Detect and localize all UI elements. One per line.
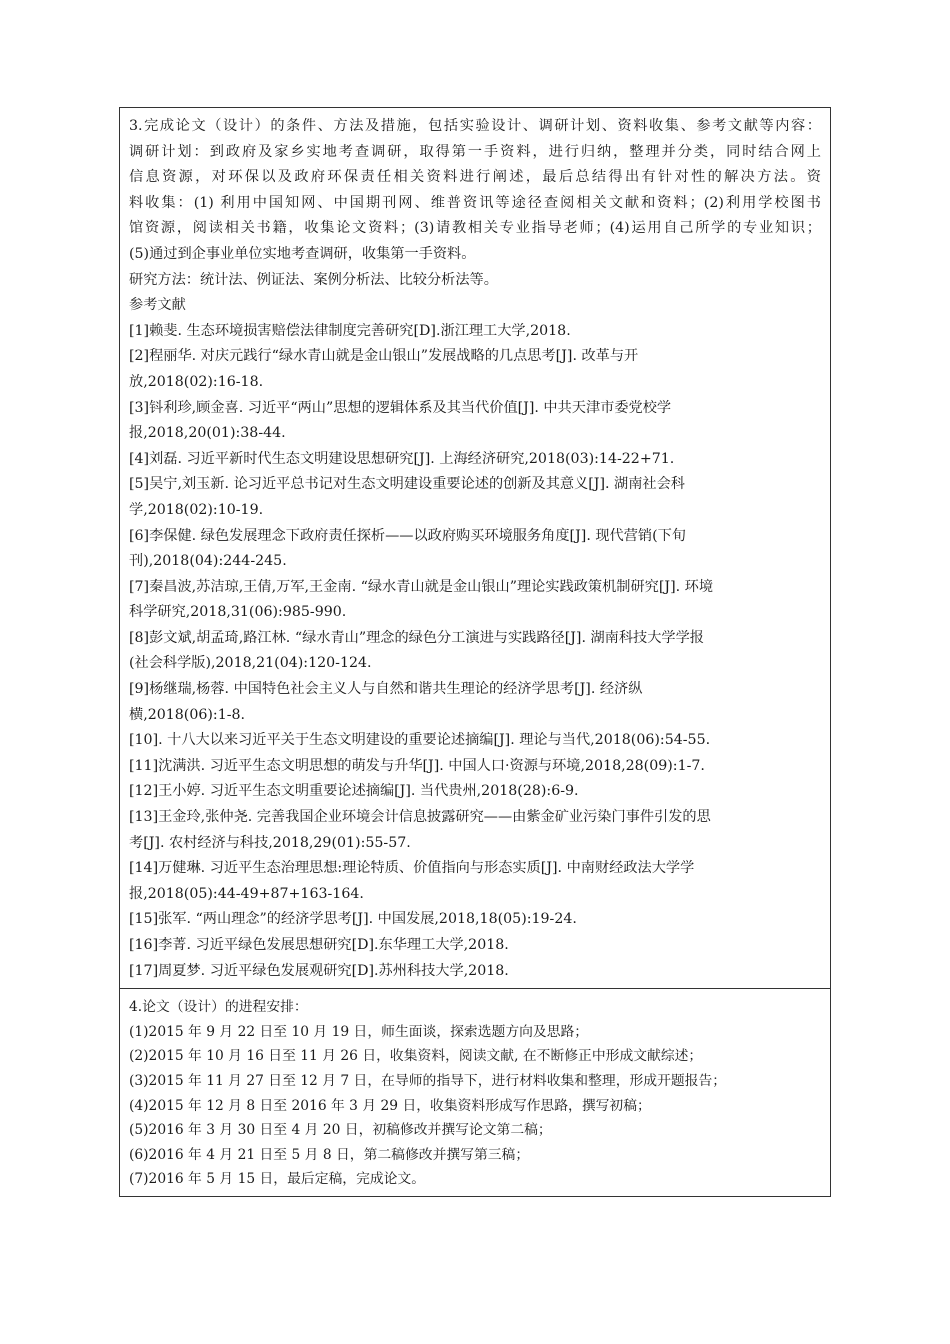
section3-line: [3]钭利珍,顾金喜. 习近平“两山”思想的逻辑体系及其当代价值[J]. 中共天津市委党校学 <box>129 399 672 416</box>
section3-line: (社会科学版),2018,21(04):120-124. <box>129 655 372 672</box>
section3-line: (5)通过到企事业单位实地考查调研，收集第一手资料。 <box>129 245 476 262</box>
section3-line: 调研计划：到政府及家乡实地考查调研，取得第一手资料，进行归纳，整理并分类，同时结合网上 <box>129 143 821 160</box>
section4-line: (2)2015 年 10 月 16 日至 11 月 26 日，收集资料，阅读文献, 在不断修正中形成文献综述； <box>129 1048 703 1065</box>
section3-line: [11]沈满洪. 习近平生态文明思想的萌发与升华[J]. 中国人口·资源与环境,2018,28(09):1-7. <box>129 757 705 774</box>
section3-line: 刊),2018(04):244-245. <box>129 553 287 570</box>
section3-line: [9]杨继瑞,杨蓉. 中国特色社会主义人与自然和谐共生理论的经济学思考[J]. 经济纵 <box>129 681 643 698</box>
section3-line: 报,2018,20(01):38-44. <box>129 425 286 442</box>
section3-line: [2]程丽华. 对庆元践行“绿水青山就是金山银山”发展战略的几点思考[J]. 改革与开 <box>129 348 639 365</box>
section3-line: [8]彭文斌,胡孟琦,路江林. “绿水青山”理念的绿色分工演进与实践路径[J]. 湖南科技大学学报 <box>129 629 704 646</box>
section3-line: 信息资源，对环保以及政府环保责任相关资料进行阐述，最后总结得出有针对性的解决方法。资 <box>129 169 821 186</box>
section3-line: 报,2018(05):44-49+87+163-164. <box>129 885 364 902</box>
section4-line: (7)2016 年 5 月 15 日，最后定稿，完成论文。 <box>129 1171 426 1188</box>
section3-line: [13]王金玲,张仲尧. 完善我国企业环境会计信息披露研究——由紫金矿业污染门事件引发的思 <box>129 809 711 826</box>
section3-line: 馆资源，阅读相关书籍，收集论文资料；(3)请教相关专业指导老师；(4)运用自己所学的专业知识； <box>129 220 821 237</box>
section3-line: [10]. 十八大以来习近平关于生态文明建设的重要论述摘编[J]. 理论与当代,2018(06):54-55. <box>129 732 711 749</box>
section3-line: 学,2018(02):10-19. <box>129 501 264 518</box>
section3-line: [5]吴宁,刘玉新. 论习近平总书记对生态文明建设重要论述的创新及其意义[J]. 湖南社会科 <box>129 476 685 493</box>
section3-line: 研究方法：统计法、例证法、案例分析法、比较分析法等。 <box>129 271 498 288</box>
section3-line: [1]赖斐. 生态环境损害赔偿法律制度完善研究[D].浙江理工大学,2018. <box>129 322 571 339</box>
section4-line: (6)2016 年 4 月 21 日至 5 月 8 日，第二稿修改并撰写第三稿； <box>129 1146 530 1163</box>
section4-line: (5)2016 年 3 月 30 日至 4 月 20 日，初稿修改并撰写论文第二稿； <box>129 1122 552 1139</box>
section4-line: 4.论文（设计）的进程安排： <box>129 999 308 1016</box>
section3-line: [6]李保健. 绿色发展理念下政府责任探析——以政府购买环境服务角度[J]. 现代营销(下旬 <box>129 527 686 544</box>
section3-line: 考[J]. 农村经济与科技,2018,29(01):55-57. <box>129 834 411 851</box>
plan-table <box>119 107 831 1197</box>
section3-line: [15]张军. “两山理念”的经济学思考[J]. 中国发展,2018,18(05):19-24. <box>129 911 577 928</box>
section3-line: 放,2018(02):16-18. <box>129 373 264 390</box>
section3-line: 料收集：(1) 利用中国知网、中国期刊网、维普资讯等途径查阅相关文献和资料；(2)利用学校图书 <box>129 194 821 211</box>
methods-and-references-cell <box>120 108 830 988</box>
section3-line: 参考文献 <box>129 297 186 314</box>
section3-line: [4]刘磊. 习近平新时代生态文明建设思想研究[J]. 上海经济研究,2018(03):14-22+71. <box>129 450 675 467</box>
section3-line: [17]周夏梦. 习近平绿色发展观研究[D].苏州科技大学,2018. <box>129 962 509 979</box>
section3-line: 科学研究,2018,31(06):985-990. <box>129 604 347 621</box>
section4-line: (4)2015 年 12 月 8 日至 2016 年 3 月 29 日，收集资料形成写作思路，撰写初稿； <box>129 1097 651 1114</box>
section3-line: [16]李菁. 习近平绿色发展思想研究[D].东华理工大学,2018. <box>129 937 509 953</box>
section3-line: [14]万健琳. 习近平生态治理思想:理论特质、价值指向与形态实质[J]. 中南财经政法大学学 <box>129 860 695 877</box>
section3-line: 3.完成论文（设计）的条件、方法及措施，包括实验设计、调研计划、资料收集、参考文献等内容： <box>129 118 821 134</box>
section4-line: (3)2015 年 11 月 27 日至 12 月 7 日，在导师的指导下，进行材料收集和整理，形成开题报告； <box>129 1072 727 1089</box>
section4-line: (1)2015 年 9 月 22 日至 10 月 19 日，师生面谈，探索选题方向及思路； <box>129 1023 589 1040</box>
section3-line: 横,2018(06):1-8. <box>129 706 246 723</box>
section3-line: [12]王小婷. 习近平生态文明重要论述摘编[J]. 当代贵州,2018(28):6-9. <box>129 783 579 800</box>
section3-line: [7]秦昌波,苏洁琼,王倩,万军,王金南. “绿水青山就是金山银山”理论实践政策机制研究[J]. 环境 <box>129 578 714 595</box>
schedule-cell <box>120 988 830 1196</box>
